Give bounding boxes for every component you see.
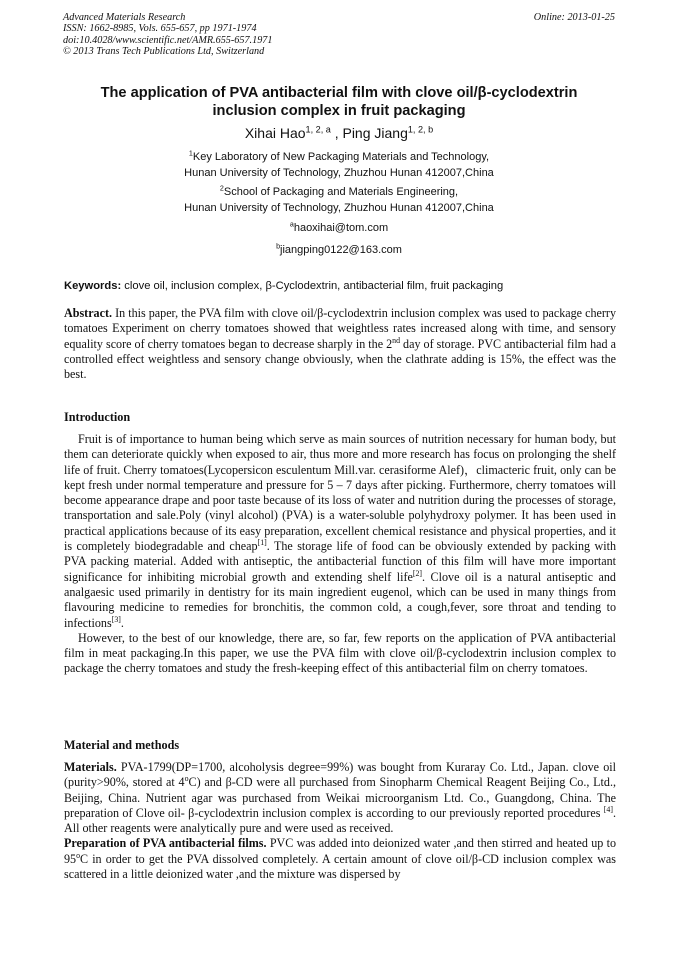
paragraph-text: PVC was added into deionized water ,and then stirred and heated up to 95 [64, 836, 616, 866]
email-marker: a [289, 220, 294, 229]
title-line-2: inclusion complex in fruit packaging [212, 103, 466, 119]
introduction-heading: Introduction [64, 410, 131, 424]
methods-heading: Material and methods [64, 738, 180, 752]
paragraph-text: . Clove oil is a natural antiseptic and analgaesic used primarily in dentistry for its main ingredient eugenol, which can be used in many things from flavouring medicine to remedies for bronchitis, the common cold, a cough,fever, sore throat and tending to infections [64, 569, 616, 630]
paragraph [64, 432, 616, 631]
online-date: Online: 2013-01-25 [533, 12, 615, 23]
affiliation-2 [40, 185, 638, 216]
paragraph-text: . All other reagents were analytically pure and were used as received. [64, 805, 616, 836]
paragraph [64, 760, 616, 836]
journal-doi: doi:10.4028/www.scientific.net/AMR.655-657.1971 [63, 34, 273, 46]
abstract [64, 306, 616, 382]
introduction-body [64, 432, 616, 677]
paragraph: However, to the best of our knowledge, there are, so far, few reports on the application of PVA antibacterial film in meat packaging.In this paper, we use the PVA film with clove oil/β-cyclodextrin inclusion complex to package the cherry tomatoes and study the fresh-keeping effect of this antibacterial film on cherry tomatoes. [64, 630, 616, 676]
keywords [64, 279, 616, 293]
email-address: jiangping0122@163.com [280, 244, 402, 256]
title-line-1: The application of PVA antibacterial film with clove oil/β-cyclodextrin [100, 85, 578, 101]
paragraph-text: C in order to get the PVA dissolved completely. A certain amount of clove oil/β-CD inclusion complex was scattered in a little deionized water ,and the mixture was dispersed by [64, 851, 616, 882]
email-a [40, 221, 638, 237]
affiliation-1 [40, 150, 638, 181]
citation-ref: [4] [603, 804, 613, 814]
keywords-text: clove oil, inclusion complex, β-Cyclodextrin, antibacterial film, fruit packaging [121, 280, 504, 292]
subsection-label: Preparation of PVA antibacterial films. [64, 836, 267, 851]
email-marker: b [276, 242, 281, 251]
author-name: Ping Jiang [342, 125, 408, 141]
ordinal-superscript: nd [392, 335, 400, 345]
author-list [40, 124, 638, 142]
email-b [40, 243, 638, 259]
author-name: Xihai Hao [244, 125, 306, 141]
paper-title [40, 84, 638, 120]
paragraph-text: C) and β-CD were all purchased from Sinopharm Chemical Reagent Beijing Co., Ltd., Beijing, China. Nutrient agar was purchased from Weikai microorganism Ltd. Co., Guangdong, China. The preparation of Clove oil- β-cyclodextrin inclusion complex is according to our previously reported procedures [64, 775, 616, 820]
methods-body [64, 760, 616, 882]
journal-copyright: © 2013 Trans Tech Publications Ltd, Switzerland [63, 46, 265, 58]
citation-ref: [2] [412, 568, 423, 578]
affiliation-marker: 1 [188, 149, 193, 158]
affiliation-line: School of Packaging and Materials Engineering, [223, 186, 459, 198]
affiliation-line: Key Laboratory of New Packaging Materials and Technology, [192, 151, 490, 163]
author-superscript: 1, 2, b [407, 124, 434, 135]
paragraph-text: . The storage life of food can be obviously extended by packing with PVA packing material. Added with antiseptic, the antibacterial function of this film will have more important significance for inhibiting microbial growth and extending shelf life [64, 539, 616, 584]
author-separator: , [330, 125, 343, 141]
journal-name: Advanced Materials Research [63, 12, 186, 23]
affiliation-line: Hunan University of Technology, Zhuzhou Hunan 412007,China [184, 201, 494, 214]
email-address: haoxihai@tom.com [293, 222, 389, 234]
paragraph-text: PVA-1799(DP=1700, alcoholysis degree=99%) was bought from Kuraray Co. Ltd., Japan. clove oil (purity>90%, stored at 4 [64, 760, 616, 790]
degree-superscript: o [76, 850, 81, 860]
keywords-label: Keywords: [64, 280, 122, 292]
affiliation-line: Hunan University of Technology, Zhuzhou Hunan 412007,China [184, 166, 494, 179]
abstract-text: day of storage. PVC antibacterial film had a controlled effect weightless and sensory change obviously, when the clathrate adding is 15%, the effect was the best. [64, 336, 616, 382]
journal-header [63, 12, 615, 58]
paragraph-text: Fruit is of importance to human being which serve as main sources of nutrition necessary for human body, but them can deteriorate quickly when exposed to air, thus more and more research has focus on prolonging the shelf life of fruit. Cherry tomatoes(Lycopersicon esculentum Mill.var. cerasiforme Alef)，climacteric fruit, only can be kept fresh under normal temperature and pressure for 5 – 7 days after picking. Furthermore, cherry tomatoes will become appearance drape and poor taste because of its loss of water and nutrition during the processes of storage, transportation and sale.Poly (vinyl alcohol) (PVA) is a water-soluble polyhydroxy polymer. It has been used in practical applications because of its easy preparation, excellent chemical resistance and physical properties, and it is completely biodegradable and cheap [64, 432, 616, 554]
subsection-label: Materials. [64, 760, 117, 774]
degree-superscript: o [184, 774, 189, 784]
citation-ref: [1] [257, 538, 267, 548]
author-superscript: 1, 2, a [305, 124, 331, 135]
abstract-text: In this paper, the PVA film with clove oil/β-cyclodextrin inclusion complex was used to package cherry tomatoes Experiment on cherry tomatoes showed that weightless rates increased along with time, and sensory equality score of cherry tomatoes began to decrease sharply in the 2 [64, 306, 616, 351]
abstract-label: Abstract. [64, 306, 113, 320]
affiliation-marker: 2 [219, 184, 224, 193]
citation-ref: [3] [111, 614, 121, 624]
journal-issn: ISSN: 1662-8985, Vols. 655-657, pp 1971-1974 [63, 23, 257, 35]
paragraph-text: . [120, 615, 124, 630]
paragraph [64, 836, 616, 882]
